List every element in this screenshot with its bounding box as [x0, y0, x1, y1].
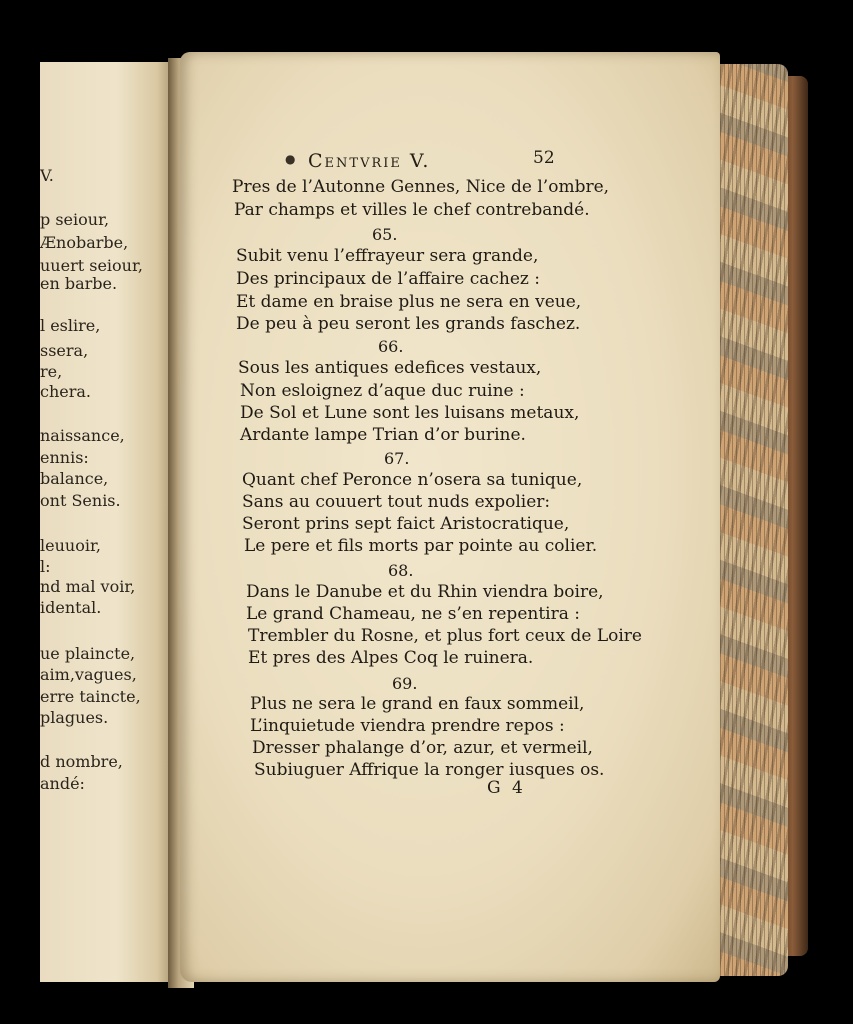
verse-line: Subiuguer Affrique la ronger iusques os.	[254, 760, 605, 780]
left-page-line: l:	[40, 557, 51, 576]
left-page-line: ue plaincte,	[40, 644, 136, 663]
verse-line: Dresser phalange d’or, azur, et vermeil,	[252, 738, 593, 758]
quatrain-number: 69.	[392, 674, 418, 693]
left-page-line: V.	[40, 166, 54, 185]
left-page-line: ont Senis.	[40, 491, 121, 510]
quatrain-number: 65.	[372, 225, 398, 244]
running-head: Centvrie V.	[308, 150, 431, 172]
left-page-line: erre taincte,	[40, 687, 141, 706]
quatrain-number: 66.	[378, 337, 404, 356]
left-page-line: en barbe.	[40, 274, 118, 293]
ornament-icon: ●	[285, 152, 296, 166]
left-page-line: l eslire,	[40, 316, 101, 335]
left-page	[40, 62, 178, 982]
verse-line: Des principaux de l’affaire cachez :	[236, 269, 540, 289]
left-page-line: uuert seiour,	[40, 256, 143, 275]
verse-line: Pres de l’Autonne Gennes, Nice de l’ombre,	[232, 177, 610, 197]
verse-line: Dans le Danube et du Rhin viendra boire,	[246, 582, 604, 602]
left-page-line: ennis:	[40, 448, 89, 467]
verse-line: Et pres des Alpes Coq le ruinera.	[248, 648, 534, 668]
left-page-line: andé:	[40, 774, 85, 793]
verse-line: De peu à peu seront les grands faschez.	[236, 314, 581, 334]
left-page-line: Ænobarbe,	[40, 233, 129, 252]
left-page-line: balance,	[40, 469, 109, 488]
left-page-line: aim,vagues,	[40, 665, 137, 684]
left-page-line: p seiour,	[40, 210, 110, 229]
signature-mark: G 4	[487, 778, 526, 798]
quatrain-number: 68.	[388, 561, 414, 580]
verse-line: Sans au couuert tout nuds expolier:	[242, 492, 551, 512]
verse-line: Sous les antiques edefices vestaux,	[238, 358, 542, 378]
left-page-line: idental.	[40, 598, 102, 617]
verse-line: Le pere et fils morts par pointe au colier.	[244, 536, 598, 556]
verse-line: Par champs et villes le chef contrebandé.	[234, 200, 590, 220]
verse-line: Subit venu l’effrayeur sera grande,	[236, 246, 539, 266]
verse-line: Plus ne sera le grand en faux sommeil,	[250, 694, 585, 714]
left-page-line: plagues.	[40, 708, 109, 727]
page-edge-lines	[712, 64, 788, 976]
left-page-line: leuuoir,	[40, 536, 101, 555]
verse-line: Seront prins sept faict Aristocratique,	[242, 514, 570, 534]
left-page-line: d nombre,	[40, 752, 123, 771]
left-page-line: chera.	[40, 382, 92, 401]
left-page-line: nd mal voir,	[40, 577, 136, 596]
verse-line: Non esloignez d’aque duc ruine :	[240, 381, 525, 401]
verse-line: De Sol et Lune sont les luisans metaux,	[240, 403, 580, 423]
verse-line: Ardante lampe Trian d’or burine.	[240, 425, 526, 445]
verse-line: Quant chef Peronce n’osera sa tunique,	[242, 470, 583, 490]
quatrain-number: 67.	[384, 449, 410, 468]
verse-line: Et dame en braise plus ne sera en veue,	[236, 292, 582, 312]
verse-line: Trembler du Rosne, et plus fort ceux de Loire	[248, 626, 642, 646]
left-page-line: re,	[40, 362, 63, 381]
verse-line: Le grand Chameau, ne s’en repentira :	[246, 604, 580, 624]
left-page-line: naissance,	[40, 426, 125, 445]
left-page-line: ssera,	[40, 341, 89, 360]
page-number: 52	[533, 148, 555, 168]
verse-line: L’inquietude viendra prendre repos :	[250, 716, 565, 736]
